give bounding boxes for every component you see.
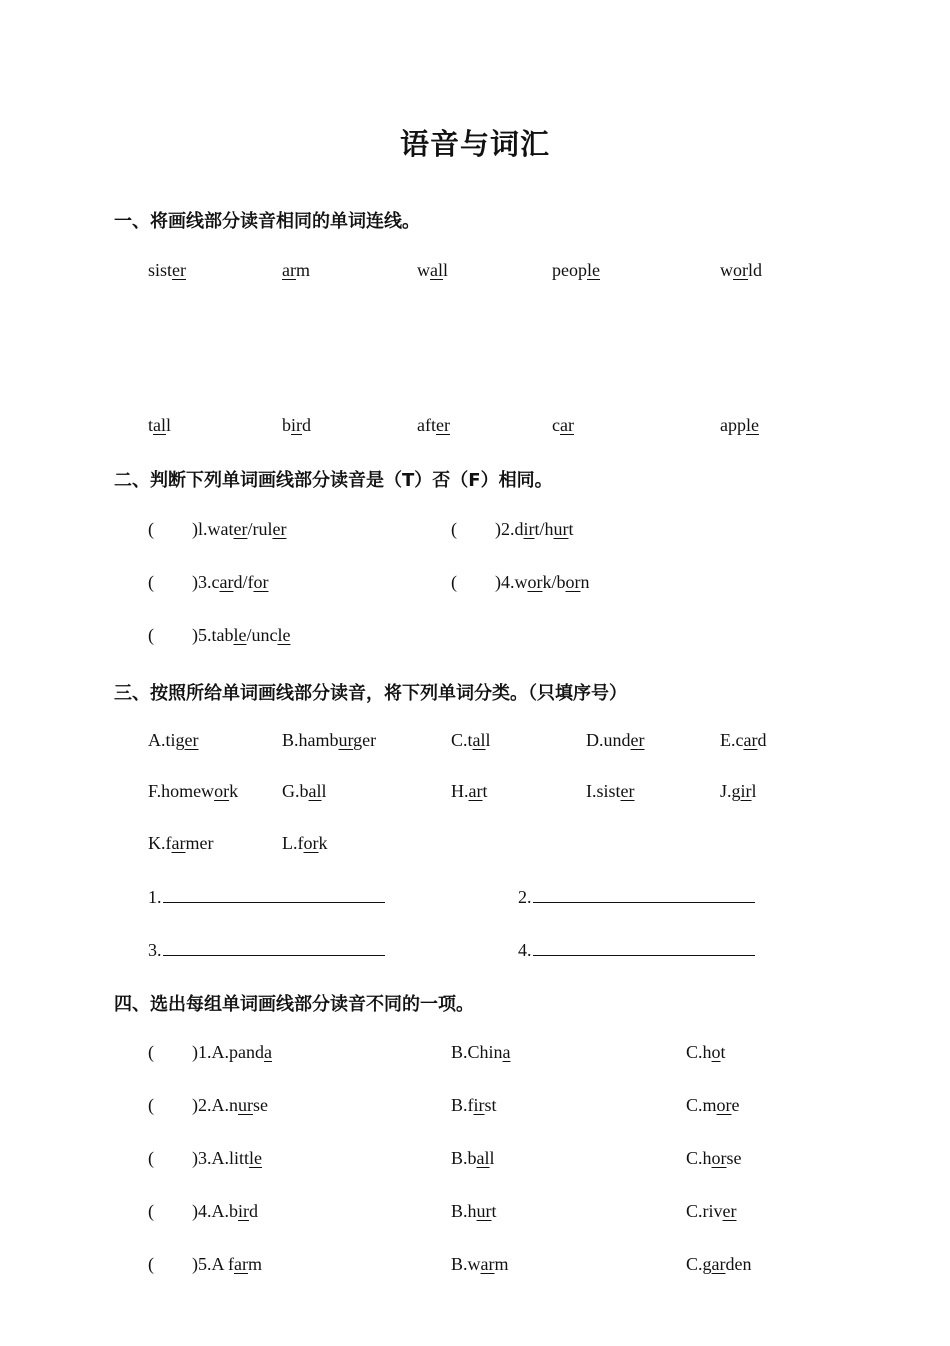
answer-paren[interactable]: ( bbox=[451, 572, 457, 592]
answer-line[interactable] bbox=[163, 937, 385, 956]
option-c: C.garden bbox=[686, 1254, 752, 1274]
classify-word: G.ball bbox=[282, 781, 327, 801]
answer-blank[interactable]: 4. bbox=[518, 937, 755, 961]
option-a: )5.A farm bbox=[192, 1254, 262, 1274]
match-word-top[interactable]: people bbox=[552, 260, 600, 280]
answer-line[interactable] bbox=[533, 937, 755, 956]
classify-word: K.farmer bbox=[148, 833, 214, 853]
option-a: )2.A.nurse bbox=[192, 1095, 268, 1115]
option-b: B.ball bbox=[451, 1148, 495, 1168]
classify-word: D.under bbox=[586, 730, 645, 750]
answer-paren[interactable]: ( bbox=[148, 1095, 154, 1115]
option-b: B.first bbox=[451, 1095, 497, 1115]
answer-paren[interactable]: ( bbox=[451, 519, 457, 539]
page-title: 语音与词汇 bbox=[399, 127, 550, 161]
answer-blank[interactable]: 2. bbox=[518, 884, 755, 908]
classify-word: E.card bbox=[720, 730, 767, 750]
answer-line[interactable] bbox=[533, 884, 755, 903]
match-word-top[interactable]: sister bbox=[148, 260, 186, 280]
option-b: B.warm bbox=[451, 1254, 509, 1274]
match-word-bottom[interactable]: apple bbox=[720, 415, 759, 435]
answer-blank[interactable]: 1. bbox=[148, 884, 385, 908]
judge-item: )5.table/uncle bbox=[192, 625, 291, 645]
option-c: C.more bbox=[686, 1095, 740, 1115]
section-2-heading: 二、判断下列单词画线部分读音是（T）否（F）相同。 bbox=[114, 470, 553, 491]
judge-item: )4.work/born bbox=[495, 572, 590, 592]
judge-item: )2.dirt/hurt bbox=[495, 519, 574, 539]
classify-word: C.tall bbox=[451, 730, 491, 750]
section-3-heading: 三、按照所给单词画线部分读音，将下列单词分类。（只填序号） bbox=[114, 683, 627, 704]
match-word-top[interactable]: wall bbox=[417, 260, 449, 280]
option-b: B.hurt bbox=[451, 1201, 497, 1221]
answer-paren[interactable]: ( bbox=[148, 1254, 154, 1274]
answer-paren[interactable]: ( bbox=[148, 519, 154, 539]
classify-word: B.hamburger bbox=[282, 730, 377, 750]
answer-paren[interactable]: ( bbox=[148, 1148, 154, 1168]
judge-item: )l.water/ruler bbox=[192, 519, 287, 539]
match-word-bottom[interactable]: tall bbox=[148, 415, 172, 435]
option-a: )4.A.bird bbox=[192, 1201, 258, 1221]
classify-word: I.sister bbox=[586, 781, 635, 801]
answer-paren[interactable]: ( bbox=[148, 1201, 154, 1221]
answer-paren[interactable]: ( bbox=[148, 625, 154, 645]
answer-line[interactable] bbox=[163, 884, 385, 903]
option-c: C.horse bbox=[686, 1148, 742, 1168]
judge-item: )3.card/for bbox=[192, 572, 269, 592]
section-1-heading: 一、将画线部分读音相同的单词连线。 bbox=[114, 211, 420, 232]
answer-paren[interactable]: ( bbox=[148, 1042, 154, 1062]
answer-blank[interactable]: 3. bbox=[148, 937, 385, 961]
match-word-bottom[interactable]: bird bbox=[282, 415, 311, 435]
classify-word: J.girl bbox=[720, 781, 757, 801]
option-a: )3.A.little bbox=[192, 1148, 262, 1168]
classify-word: F.homework bbox=[148, 781, 239, 801]
section-4-heading: 四、选出每组单词画线部分读音不同的一项。 bbox=[114, 994, 474, 1015]
match-word-bottom[interactable]: after bbox=[417, 415, 450, 435]
option-b: B.China bbox=[451, 1042, 511, 1062]
match-word-top[interactable]: world bbox=[720, 260, 763, 280]
option-c: C.hot bbox=[686, 1042, 726, 1062]
match-word-top[interactable]: arm bbox=[282, 260, 310, 280]
option-a: )1.A.panda bbox=[192, 1042, 272, 1062]
classify-word: L.fork bbox=[282, 833, 328, 853]
option-c: C.river bbox=[686, 1201, 737, 1221]
classify-word: A.tiger bbox=[148, 730, 199, 750]
answer-paren[interactable]: ( bbox=[148, 572, 154, 592]
match-word-bottom[interactable]: car bbox=[552, 415, 574, 435]
classify-word: H.art bbox=[451, 781, 488, 801]
